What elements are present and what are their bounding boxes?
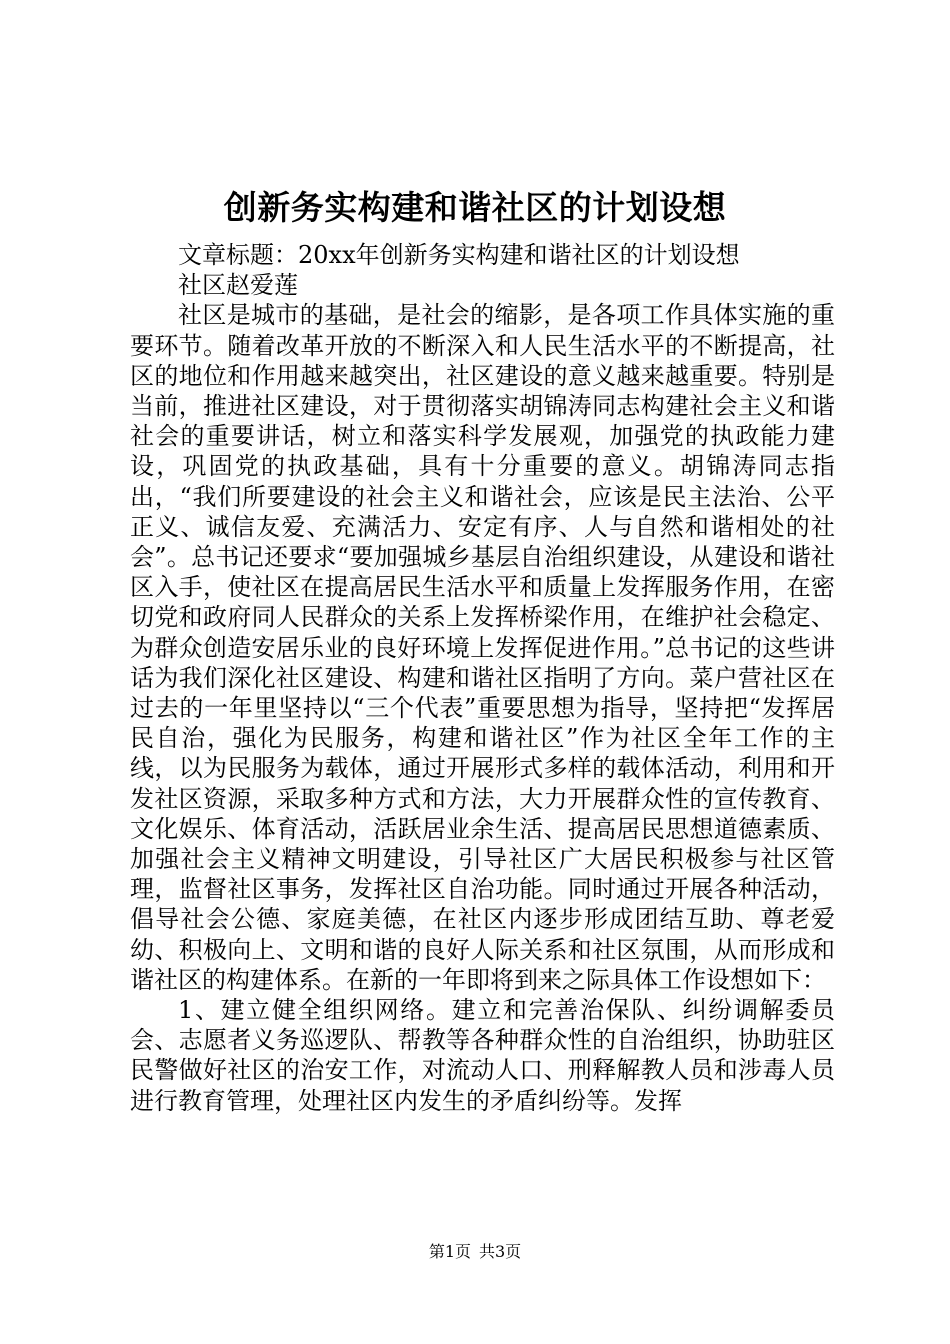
body-paragraph: 社区是城市的基础，是社会的缩影，是各项工作具体实施的重要环节。随着改革开放的不断深入和人民生活水平的不断提高，社区的地位和作用越来越突出，社区建设的意义越来越重要。特别是当前，推进社区建设，对于贯彻落实胡锦涛同志构建社会主义和谐社会的重要讲话，树立和落实科学发展观，加强党的执政能力建设，巩固党的执政基础，具有十分重要的意义。胡锦涛同志指出，“我们所要建设的社会主义和谐社会，应该是民主法治、公平正义、诚信友爱、充满活力、安定有序、人与自然和谐相处的社会”。总书记还要求“要加强城乡基层自治组织建设，从建设和谐社区入手，使社区在提高居民生活水平和质量上发挥服务作用，在密切党和政府同人民群众的关系上发挥桥梁作用，在维护社会稳定、为群众创造安居乐业的良好环境上发挥促进作用。”总书记的这些讲话为我们深化社区建设、构建和谐社区指明了方向。菜户营社区在过去的一年里坚持以“三个代表”重要思想为指导，坚持把“发挥居民自治，强化为民服务，构建和谐社区”作为社区全年工作的主线，以为民服务为载体，通过开展形式多样的载体活动，利用和开发社区资源，采取多种方式和方法，大力开展群众性的宣传教育、文化娱乐、体育活动，活跃居业余生活、提高居民思想道德素质、加强社会主义精神文明建设，引导社区广大居民积极参与社区管理，监督社区事务，发挥社区自治功能。同时通过开展各种活动，倡导社会公德、家庭美德，在社区内逐步形成团结互助、尊老爱幼、积极向上、文明和谐的良好人际关系和社区氛围，从而形成和谐社区的构建体系。在新的一年即将到来之际具体工作设想如下： <box>130 301 835 994</box>
page-number: 第1页 <box>428 1242 471 1261</box>
page-total: 共3页 <box>479 1242 522 1261</box>
page-footer <box>0 1241 950 1263</box>
article-title-line: 文章标题：20xx年创新务实构建和谐社区的计划设想 <box>178 241 740 269</box>
body-paragraph: 1、建立健全组织网络。建立和完善治保队、纠纷调解委员会、志愿者义务巡逻队、帮教等各种群众性的自治组织，协助驻区民警做好社区的治安工作，对流动人口、刑释解教人员和涉毒人员进行教育管理，处理社区内发生的矛盾纠纷等。发挥 <box>130 996 835 1115</box>
document-title: 创新务实构建和谐社区的计划设想 <box>223 188 727 227</box>
author-line: 社区赵爱莲 <box>178 271 298 300</box>
document-body <box>130 240 835 1116</box>
